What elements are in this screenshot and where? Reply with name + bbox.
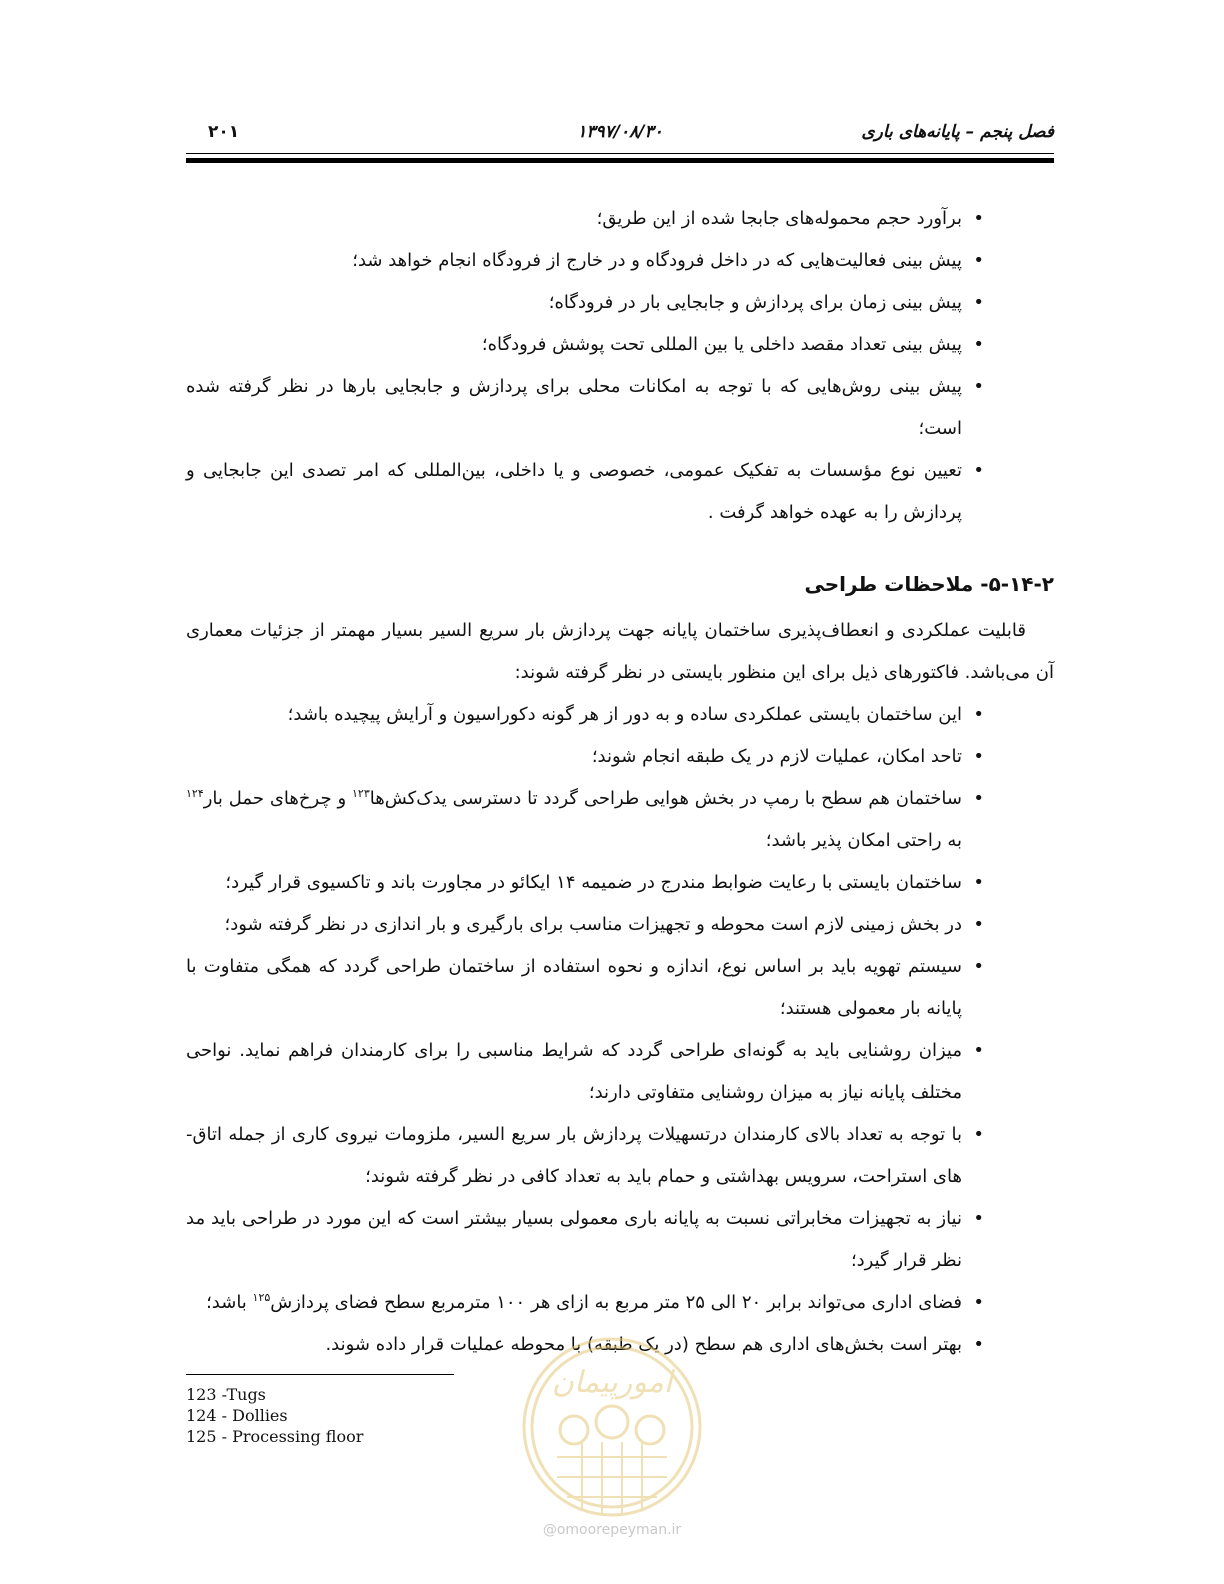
- list-item: • پیش بینی فعالیت‌هایی که در داخل فرودگاه و در خارج از فرودگاه انجام خواهد شد؛: [186, 240, 1054, 282]
- list-item: • برآورد حجم محموله‌های جابجا شده از این طریق؛: [186, 198, 1054, 240]
- footnote: 123 -Tugs: [186, 1385, 266, 1404]
- list-item: • میزان روشنایی باید به گونه‌ای طراحی گردد که شرایط مناسبی را برای کارمندان فراهم نماید. نواحی مختلف پایانه نیاز به میزان روشنایی متفاوتی دارند؛: [186, 1030, 1054, 1114]
- list-item: • تاحد امکان، عملیات لازم در یک طبقه انجام شوند؛: [186, 736, 1054, 778]
- list-item: • تعیین نوع مؤسسات به تفکیک عمومی، خصوصی و یا داخلی، بین‌المللی که امر تصدی این جابجایی و پردازش را به عهده خواهد گرفت .: [186, 450, 1054, 534]
- footnote-ref: ۱۲۴: [186, 787, 204, 800]
- bullet-list-estimates: [186, 198, 1054, 534]
- footnote-ref: ۱۲۵: [252, 1291, 271, 1304]
- header-rule-thin: [186, 153, 1054, 154]
- list-item: [186, 1282, 1054, 1324]
- list-item: • سیستم تهویه باید بر اساس نوع، اندازه و نحوه استفاده از ساختمان طراحی گردد که همگی متفاوت با پایانه بار معمولی هستند؛: [186, 946, 1054, 1030]
- chapter-title: فصل پنجم – پایانه‌های باری: [861, 122, 1054, 142]
- list-item: • پیش بینی تعداد مقصد داخلی یا بین المللی تحت پوشش فرودگاه؛: [186, 324, 1054, 366]
- list-item: • ساختمان بایستی با رعایت ضوابط مندرج در ضمیمه ۱۴ ایکائو در مجاورت باند و تاکسیوی قرار گیرد؛: [186, 862, 1054, 904]
- list-item: • نیاز به تجهیزات مخابراتی نسبت به پایانه باری معمولی بسیار بیشتر است که این مورد در طراحی باید مد نظر قرار گیرد؛: [186, 1198, 1054, 1282]
- list-item: • بهتر است بخش‌های اداری هم سطح (در یک طبقه) با محوطه عملیات قرار داده شوند.: [186, 1324, 1054, 1366]
- list-item: • با توجه به تعداد بالای کارمندان درتسهیلات پردازش بار سریع السیر، ملزومات نیروی کاری از جمله اتاق-های استراحت، سرویس بهداشتی و حمام باید به تعداد کافی در نظر گرفته شوند؛: [186, 1114, 1054, 1198]
- page-header: [186, 118, 1054, 150]
- list-text: باشد؛: [206, 1292, 253, 1313]
- watermark-url: @omoorepeyman.ir: [542, 1522, 682, 1538]
- section-heading: ۵-۱۴-۲- ملاحظات طراحی: [804, 572, 1054, 596]
- list-item: • پیش بینی روش‌هایی که با توجه به امکانات محلی برای پردازش و جابجایی بارها در نظر گرفته شده است؛: [186, 366, 1054, 450]
- bullet-list-design: [186, 694, 1054, 1366]
- list-item: • این ساختمان بایستی عملکردی ساده و به دور از هر گونه دکوراسیون و آرایش پیچیده باشد؛: [186, 694, 1054, 736]
- list-item: • پیش بینی زمان برای پردازش و جابجایی بار در فرودگاه؛: [186, 282, 1054, 324]
- section-paragraph: قابلیت عملکردی و انعطاف‌پذیری ساختمان پایانه جهت پردازش بار سریع السیر بسیار مهمتر از جزئیات معماری آن می‌باشد. فاکتورهای ذیل برای این منظور بایستی در نظر گرفته شوند:: [186, 620, 1054, 683]
- footnote: 124 - Dollies: [186, 1406, 288, 1425]
- list-text: ساختمان هم سطح با رمپ در بخش هوایی طراحی گردد تا دسترسی یدک‌کش‌ها: [369, 788, 962, 809]
- list-text: به راحتی امکان پذیر باشد؛: [765, 830, 962, 851]
- watermark-logo-text: امورپیمان: [551, 1365, 673, 1400]
- footnote: 125 - Processing floor: [186, 1427, 364, 1446]
- footnote-rule: [186, 1374, 454, 1375]
- page-body: [186, 198, 1054, 1366]
- page-number: ۲۰۱: [208, 122, 240, 142]
- header-date: ۱۳۹۷/۰۸/۳۰: [577, 122, 663, 142]
- watermark-logo: [512, 1332, 712, 1522]
- list-text: و چرخ‌های حمل بار: [203, 788, 353, 809]
- list-text: فضای اداری می‌تواند برابر ۲۰ الی ۲۵ متر مربع به ازای هر ۱۰۰ مترمربع سطح فضای پردازش: [270, 1292, 962, 1313]
- list-item: • در بخش زمینی لازم است محوطه و تجهیزات مناسب برای بارگیری و بار اندازی در نظر گرفته شود؛: [186, 904, 1054, 946]
- footnote-ref: ۱۲۳: [352, 787, 370, 800]
- list-item: [186, 778, 1054, 862]
- header-rule-thick: [186, 158, 1054, 163]
- footnotes: [186, 1384, 363, 1447]
